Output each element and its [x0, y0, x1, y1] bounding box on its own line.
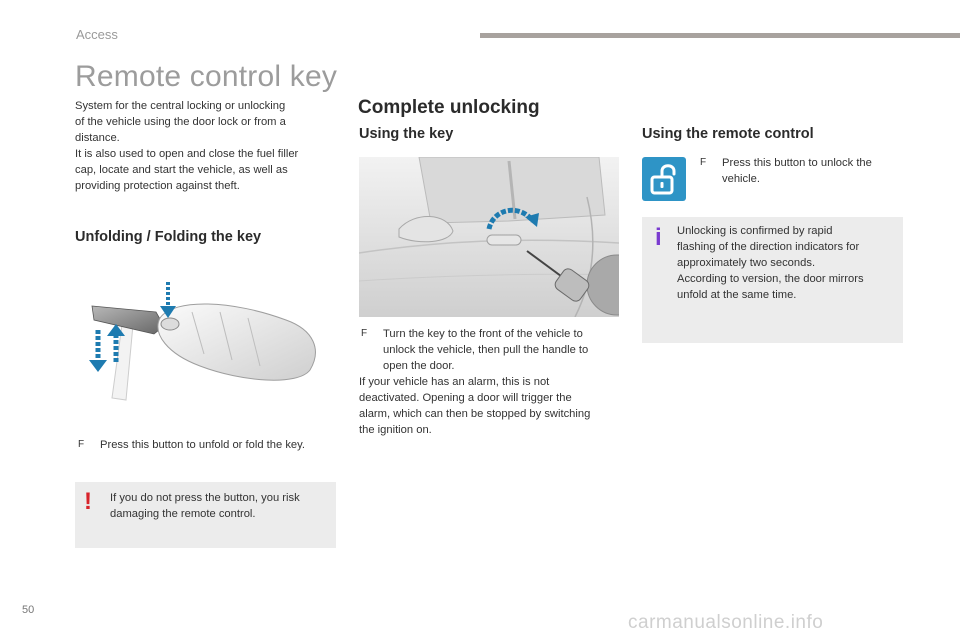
info-box	[642, 217, 903, 343]
folding-heading: Unfolding / Folding the key	[75, 229, 262, 245]
key-instruction-line: unlock the vehicle, then pull the handle to	[383, 344, 589, 356]
folding-key-illustration	[82, 268, 327, 408]
car-door-drawing	[359, 157, 619, 317]
bullet-mark: F	[361, 328, 368, 339]
section-label: Access	[76, 27, 118, 42]
alarm-line: If your vehicle has an alarm, this is not	[359, 376, 550, 388]
using-key-heading: Using the key	[359, 126, 454, 142]
info-icon: i	[655, 224, 662, 251]
alarm-line: alarm, which can then be stopped by switching	[359, 408, 591, 420]
intro-line: It is also used to open and close the fuel filler	[75, 148, 299, 160]
info-line: flashing of the direction indicators for	[677, 241, 860, 253]
header-bar	[480, 33, 960, 38]
intro-line: System for the central locking or unlocking	[75, 100, 286, 112]
intro-line: of the vehicle using the door lock or from a	[75, 116, 286, 128]
key-instruction-line: Turn the key to the front of the vehicle to	[383, 328, 583, 340]
folding-instruction-text: Press this button to unfold or fold the key.	[100, 439, 306, 451]
key-instruction-line: open the door.	[383, 360, 455, 372]
remote-instruction	[698, 155, 898, 187]
alarm-line: deactivated. Opening a door will trigger the	[359, 392, 572, 404]
bullet-mark: F	[78, 439, 85, 450]
intro-paragraph	[75, 98, 335, 194]
bullet-mark: F	[700, 157, 707, 168]
info-line: Unlocking is confirmed by rapid	[677, 225, 833, 237]
unlocking-heading: Complete unlocking	[358, 97, 540, 118]
intro-line: distance.	[75, 132, 120, 144]
warning-icon: !	[84, 488, 92, 515]
unlocked-padlock-icon	[642, 157, 686, 201]
door-lock-illustration	[359, 157, 619, 317]
remote-instruction-line: Press this button to unlock the	[722, 157, 872, 169]
warning-text	[110, 490, 325, 522]
using-remote-heading: Using the remote control	[642, 126, 814, 142]
info-line: approximately two seconds.	[677, 257, 816, 269]
info-line: According to version, the door mirrors	[677, 273, 864, 285]
info-line: unfold at the same time.	[677, 289, 797, 301]
remote-instruction-line: vehicle.	[722, 173, 760, 185]
alarm-line: the ignition on.	[359, 424, 432, 436]
intro-line: providing protection against theft.	[75, 180, 240, 192]
warning-line: If you do not press the button, you risk	[110, 492, 300, 504]
info-text	[677, 223, 895, 303]
remote-instruction-text	[722, 155, 872, 187]
page-title: Remote control key	[75, 60, 338, 93]
key-instruction	[359, 326, 621, 374]
warning-box	[75, 482, 336, 548]
watermark: carmanualsonline.info	[628, 612, 824, 633]
key-fob-drawing	[82, 268, 327, 408]
key-instruction-text	[383, 326, 588, 374]
page-number: 50	[22, 604, 35, 616]
folding-instruction	[76, 437, 336, 453]
warning-line: damaging the remote control.	[110, 508, 256, 520]
intro-line: cap, locate and start the vehicle, as well as	[75, 164, 288, 176]
alarm-paragraph	[359, 374, 621, 438]
